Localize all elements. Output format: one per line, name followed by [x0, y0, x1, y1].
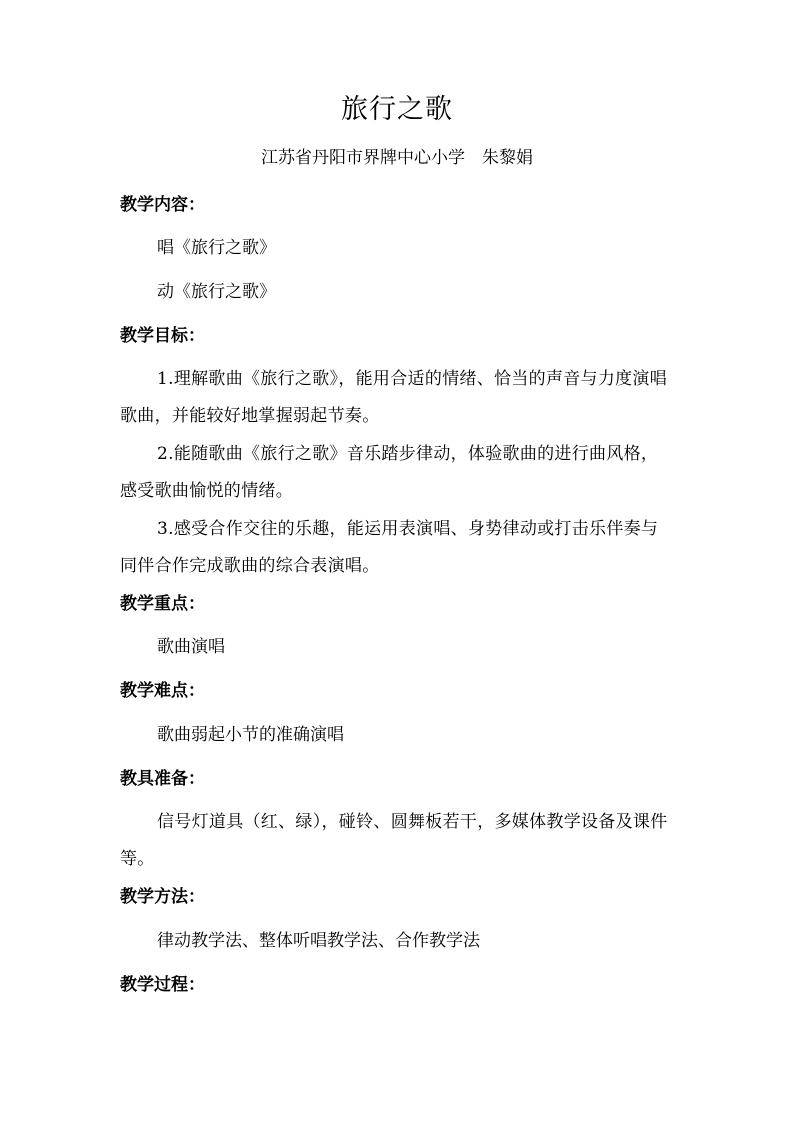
heading-process: 教学过程： — [120, 975, 205, 995]
methods-text: 律动教学法、整体听唱教学法、合作教学法 — [157, 931, 480, 951]
materials-text: 信号灯道具（红、绿），碰铃、圆舞板若干，多媒体教学设备及课件等。 — [120, 812, 668, 869]
content-item-2: 动《旅行之歌》 — [157, 282, 276, 302]
goal-item-2: 2.能随歌曲《旅行之歌》音乐踏步律动，体验歌曲的进行曲风格，感受歌曲愉悦的情绪。 — [120, 444, 659, 501]
document-title: 旅行之歌 — [341, 94, 453, 125]
heading-materials: 教具准备： — [120, 769, 205, 789]
author-line: 江苏省丹阳市界牌中心小学 朱黎娟 — [261, 148, 533, 168]
heading-content: 教学内容： — [120, 195, 205, 215]
difficulty-text: 歌曲弱起小节的准确演唱 — [157, 725, 344, 745]
goal-item-3: 3.感受合作交往的乐趣，能运用表演唱、身势律动或打击乐伴奏与同伴合作完成歌曲的综合表演唱。 — [120, 519, 659, 576]
heading-goals: 教学目标： — [120, 326, 205, 346]
key-point-text: 歌曲演唱 — [157, 637, 225, 657]
heading-methods: 教学方法： — [120, 887, 205, 907]
heading-key-point: 教学重点： — [120, 594, 205, 614]
heading-difficulty: 教学难点： — [120, 681, 205, 701]
content-item-1: 唱《旅行之歌》 — [157, 238, 276, 258]
goal-item-1: 1.理解歌曲《旅行之歌》，能用合适的情绪、恰当的声音与力度演唱歌曲，并能较好地掌握弱起节奏。 — [120, 369, 668, 426]
